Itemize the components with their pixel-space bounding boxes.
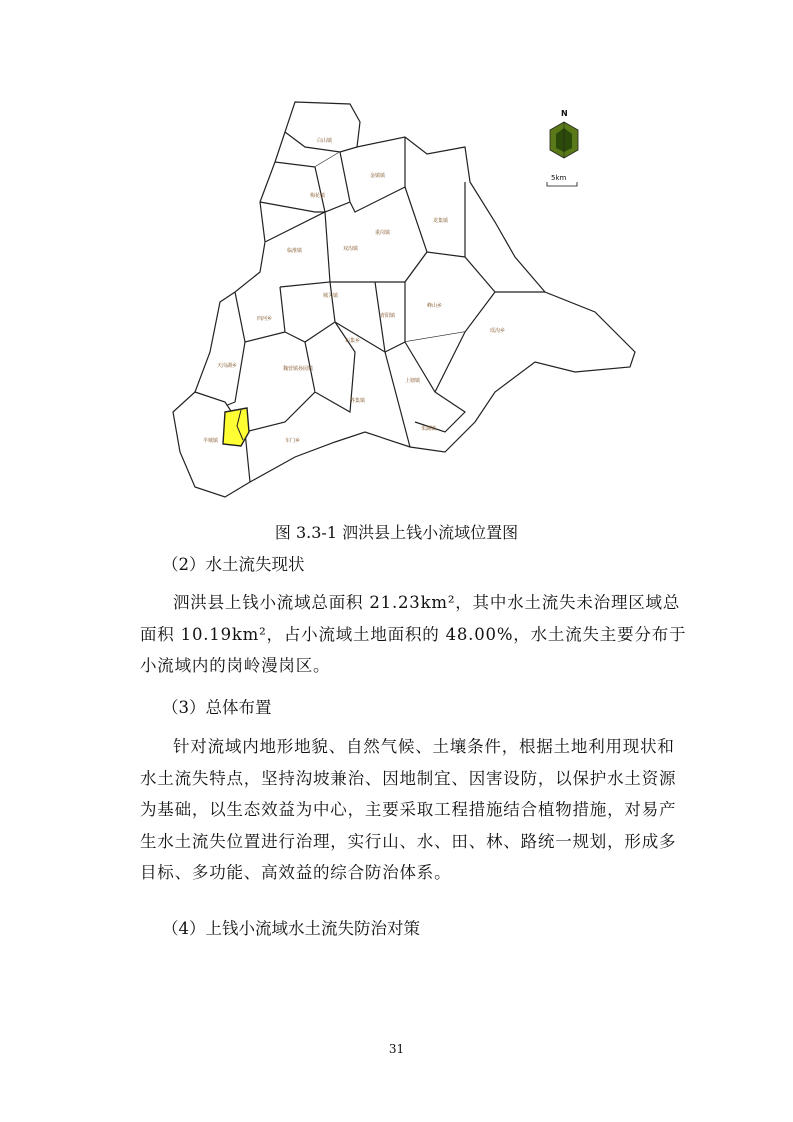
location-map bbox=[165, 92, 645, 512]
region-label: 界集镇 bbox=[350, 398, 366, 404]
region-label: 临淮镇 bbox=[287, 248, 303, 254]
region-label: 魏营镇 bbox=[283, 366, 299, 372]
section-2-body: 泗洪县上钱小流域总面积 21.23km²，其中水土流失未治理区域总面积 10.19km²，占小流域土地面积的 48.00%，水土流失主要分布于小流域内的岗岭漫岗区。 bbox=[140, 593, 687, 675]
section-3-body: 针对流域内地形地貌、自然气候、土壤条件，根据土地利用现状和水土流失特点，坚持沟坡兼治、因地制宜、因害设防，以保护水土资源为基础，以生态效益为中心，主要采取工程措施结合植物措施，对易产生水土流失位置进行治理，实行山、水、田、林、路统一规划，形成多目标、多功能、高效益的综合防治体系。 bbox=[140, 737, 677, 882]
region-label: 天岗湖乡 bbox=[217, 363, 238, 369]
section-4-heading: （4）上钱小流域水土流失防治对策 bbox=[162, 919, 420, 938]
region-label: 梅花镇 bbox=[310, 193, 326, 199]
svg-text:5km: 5km bbox=[551, 174, 567, 182]
figure-caption: 图 3.3-1 泗洪县上钱小流域位置图 bbox=[274, 523, 519, 542]
svg-text:N: N bbox=[561, 109, 568, 118]
region-label: 石集乡 bbox=[345, 338, 361, 344]
region-label: 四河乡 bbox=[257, 316, 273, 322]
region-label: 半城镇 bbox=[203, 438, 219, 444]
section-3-heading: （3）总体布置 bbox=[162, 698, 272, 717]
region-label: 金镇镇 bbox=[370, 173, 386, 179]
region-label: 白山镇 bbox=[317, 138, 333, 144]
region-label: 龙集镇 bbox=[433, 218, 449, 224]
scale-bar bbox=[547, 174, 577, 186]
region-label: 青阳镇 bbox=[380, 313, 396, 319]
north-arrow-icon bbox=[550, 109, 578, 158]
section-2-heading: （2）水土流失现状 bbox=[162, 555, 305, 574]
region-label: 孙园镇 bbox=[298, 366, 314, 372]
region-label: 重岗镇 bbox=[375, 230, 391, 236]
region-label: 上塘镇 bbox=[405, 378, 421, 384]
region-label: 峰山乡 bbox=[427, 303, 443, 309]
region-label: 车门乡 bbox=[285, 438, 301, 444]
page-number: 31 bbox=[388, 1042, 405, 1056]
county-map-svg bbox=[165, 92, 645, 512]
region-label: 朱湖镇 bbox=[421, 426, 437, 432]
region-label: 双沟镇 bbox=[343, 246, 359, 252]
region-label: 城关镇 bbox=[323, 293, 339, 299]
region-label: 瑶沟乡 bbox=[490, 328, 506, 334]
